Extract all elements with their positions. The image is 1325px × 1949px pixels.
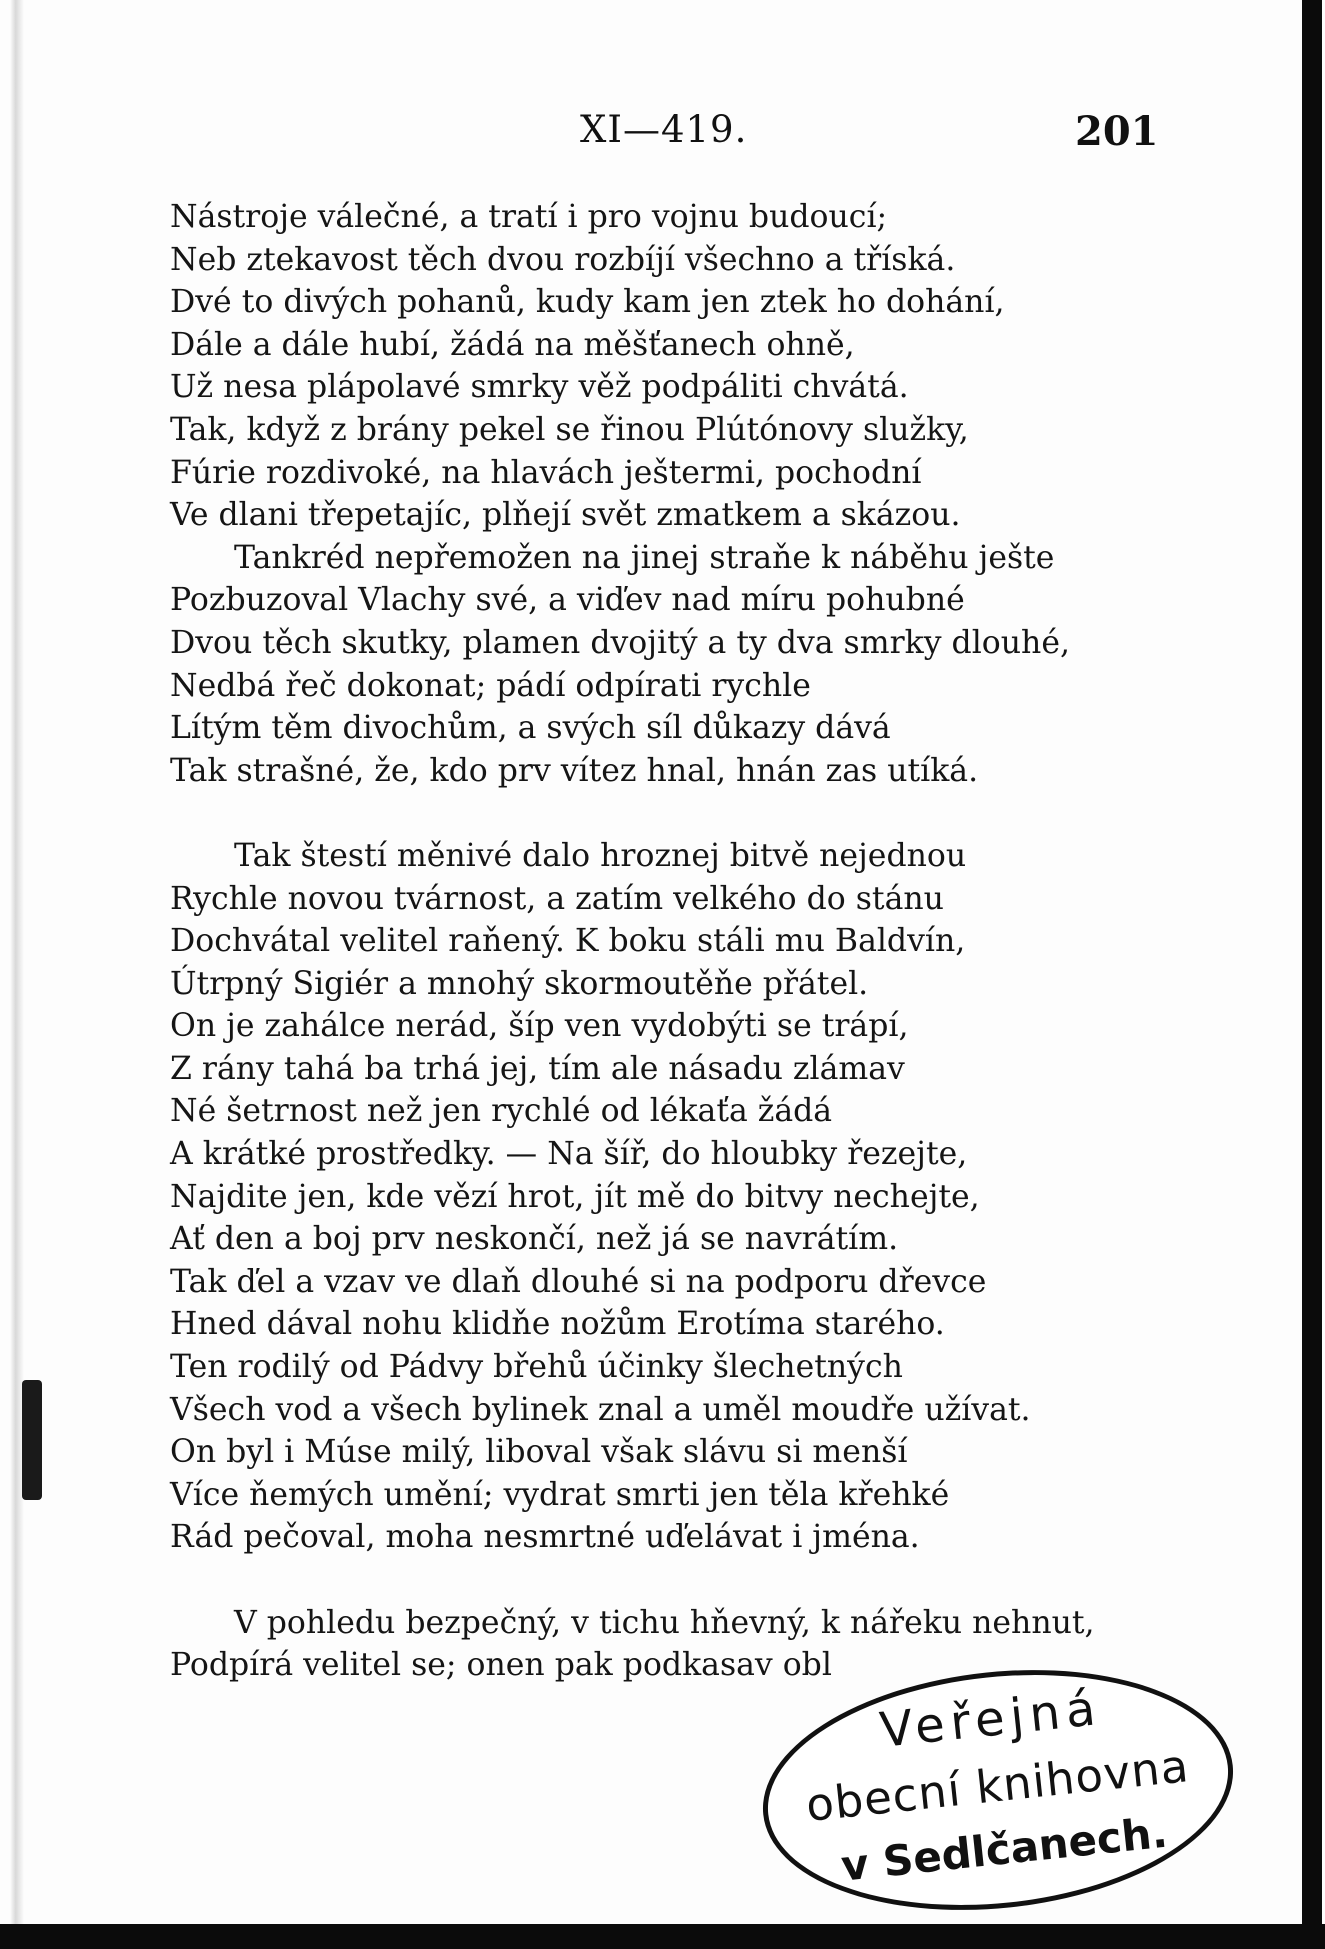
text-line: Už nesa plápolavé smrky věž podpáliti chvátá. bbox=[170, 369, 909, 406]
paragraph-2 bbox=[170, 537, 1230, 793]
stanza-gap bbox=[170, 1559, 1230, 1602]
text-line: Najdite jen, kde vězí hrot, jít mě do bitvy nechejte, bbox=[170, 1178, 980, 1215]
text-line: Všech vod a všech bylinek znal a uměl moudře užívat. bbox=[170, 1391, 1031, 1428]
poem-body bbox=[170, 196, 1230, 1687]
stamp-line-3: v Sedlčanech. bbox=[838, 1807, 1170, 1891]
text-line: On byl i Múse milý, liboval však slávu si menší bbox=[170, 1434, 908, 1471]
text-line: Nástroje válečné, a tratí i pro vojnu budoucí; bbox=[170, 199, 888, 235]
text-line: Pozbuzoval Vlachy své, a viďev nad míru pohubné bbox=[170, 582, 965, 619]
scan-border-right bbox=[1302, 0, 1322, 1949]
text-line: Dochvátal velitel raňený. K boku stáli mu Baldvín, bbox=[170, 923, 966, 960]
text-line: Tak, když z brány pekel se řinou Plútónovy služky, bbox=[170, 411, 969, 448]
page-gutter-shadow bbox=[10, 0, 24, 1949]
text-line: Lítým těm divochům, a svých síl důkazy dává bbox=[170, 710, 891, 747]
text-line: On je zahálce nerád, šíp ven vydobýti se trápí, bbox=[170, 1008, 909, 1045]
binding-mark bbox=[22, 1380, 42, 1500]
text-line: Dále a dále hubí, žádá na měšťanech ohně, bbox=[170, 326, 855, 363]
text-line: Tak ďel a vzav ve dlaň dlouhé si na podporu dřevce bbox=[170, 1263, 987, 1300]
text-line: Neb ztekavost těch dvou rozbíjí všechno a tříská. bbox=[170, 241, 956, 278]
stamp-line-1: Veřejná bbox=[877, 1679, 1104, 1759]
text-line: Tak štestí měnivé dalo hroznej bitvě nejednou bbox=[234, 837, 967, 874]
paragraph-3 bbox=[170, 835, 1230, 1559]
page-number: 201 bbox=[1075, 108, 1159, 155]
text-line: Tankréd nepřemožen na jinej straňe k náběhu ješte bbox=[234, 539, 1055, 576]
text-line: Né šetrnost než jen rychlé od lékaťa žádá bbox=[170, 1093, 833, 1130]
text-line: Nedbá řeč dokonat; pádí odpírati rychle bbox=[170, 667, 811, 704]
text-line: Ten rodilý od Pádvy břehů účinky šlechetných bbox=[170, 1349, 903, 1386]
running-head: XI—419. bbox=[580, 108, 748, 151]
stanza-gap bbox=[170, 792, 1230, 835]
page-header bbox=[0, 108, 1325, 158]
text-line: Hned dával nohu klidňe nožům Erotíma starého. bbox=[170, 1306, 945, 1343]
text-line: Dvou těch skutky, plamen dvojitý a ty dva smrky dlouhé, bbox=[170, 624, 1070, 661]
text-line: Rychle novou tvárnost, a zatím velkého do stánu bbox=[170, 880, 944, 917]
text-line: Více ňemých umění; vydrat smrti jen těla křehké bbox=[170, 1476, 950, 1513]
library-stamp bbox=[751, 1648, 1245, 1932]
text-line: Tak strašné, že, kdo prv vítez hnal, hnán zas utíká. bbox=[170, 752, 979, 789]
text-line: Rád pečoval, moha nesmrtné uďelávat i jména. bbox=[170, 1519, 920, 1556]
paragraph-1 bbox=[170, 196, 1230, 537]
text-line: V pohledu bezpečný, v tichu hňevný, k nářeku nehnut, bbox=[234, 1604, 1095, 1641]
stamp-line-2: obecní knihovna bbox=[803, 1739, 1192, 1832]
scan-border-bottom bbox=[0, 1924, 1325, 1949]
text-line: Dvé to divých pohanů, kudy kam jen ztek ho dohání, bbox=[170, 284, 1005, 321]
text-line: Podpírá velitel se; onen pak podkasav obl bbox=[170, 1647, 832, 1684]
text-line: Fúrie rozdivoké, na hlavách ještermi, pochodní bbox=[170, 454, 922, 491]
text-line: Z rány tahá ba trhá jej, tím ale násadu zlámav bbox=[170, 1050, 905, 1087]
text-line: A krátké prostředky. — Na šíř, do hloubky řezejte, bbox=[170, 1136, 968, 1173]
text-line: Útrpný Sigiér a mnohý skormoutěňe přátel. bbox=[170, 965, 869, 1002]
text-line: Ve dlani třepetajíc, plňejí svět zmatkem a skázou. bbox=[170, 497, 961, 534]
text-line: Ať den a boj prv neskončí, než já se navrátím. bbox=[170, 1221, 899, 1258]
